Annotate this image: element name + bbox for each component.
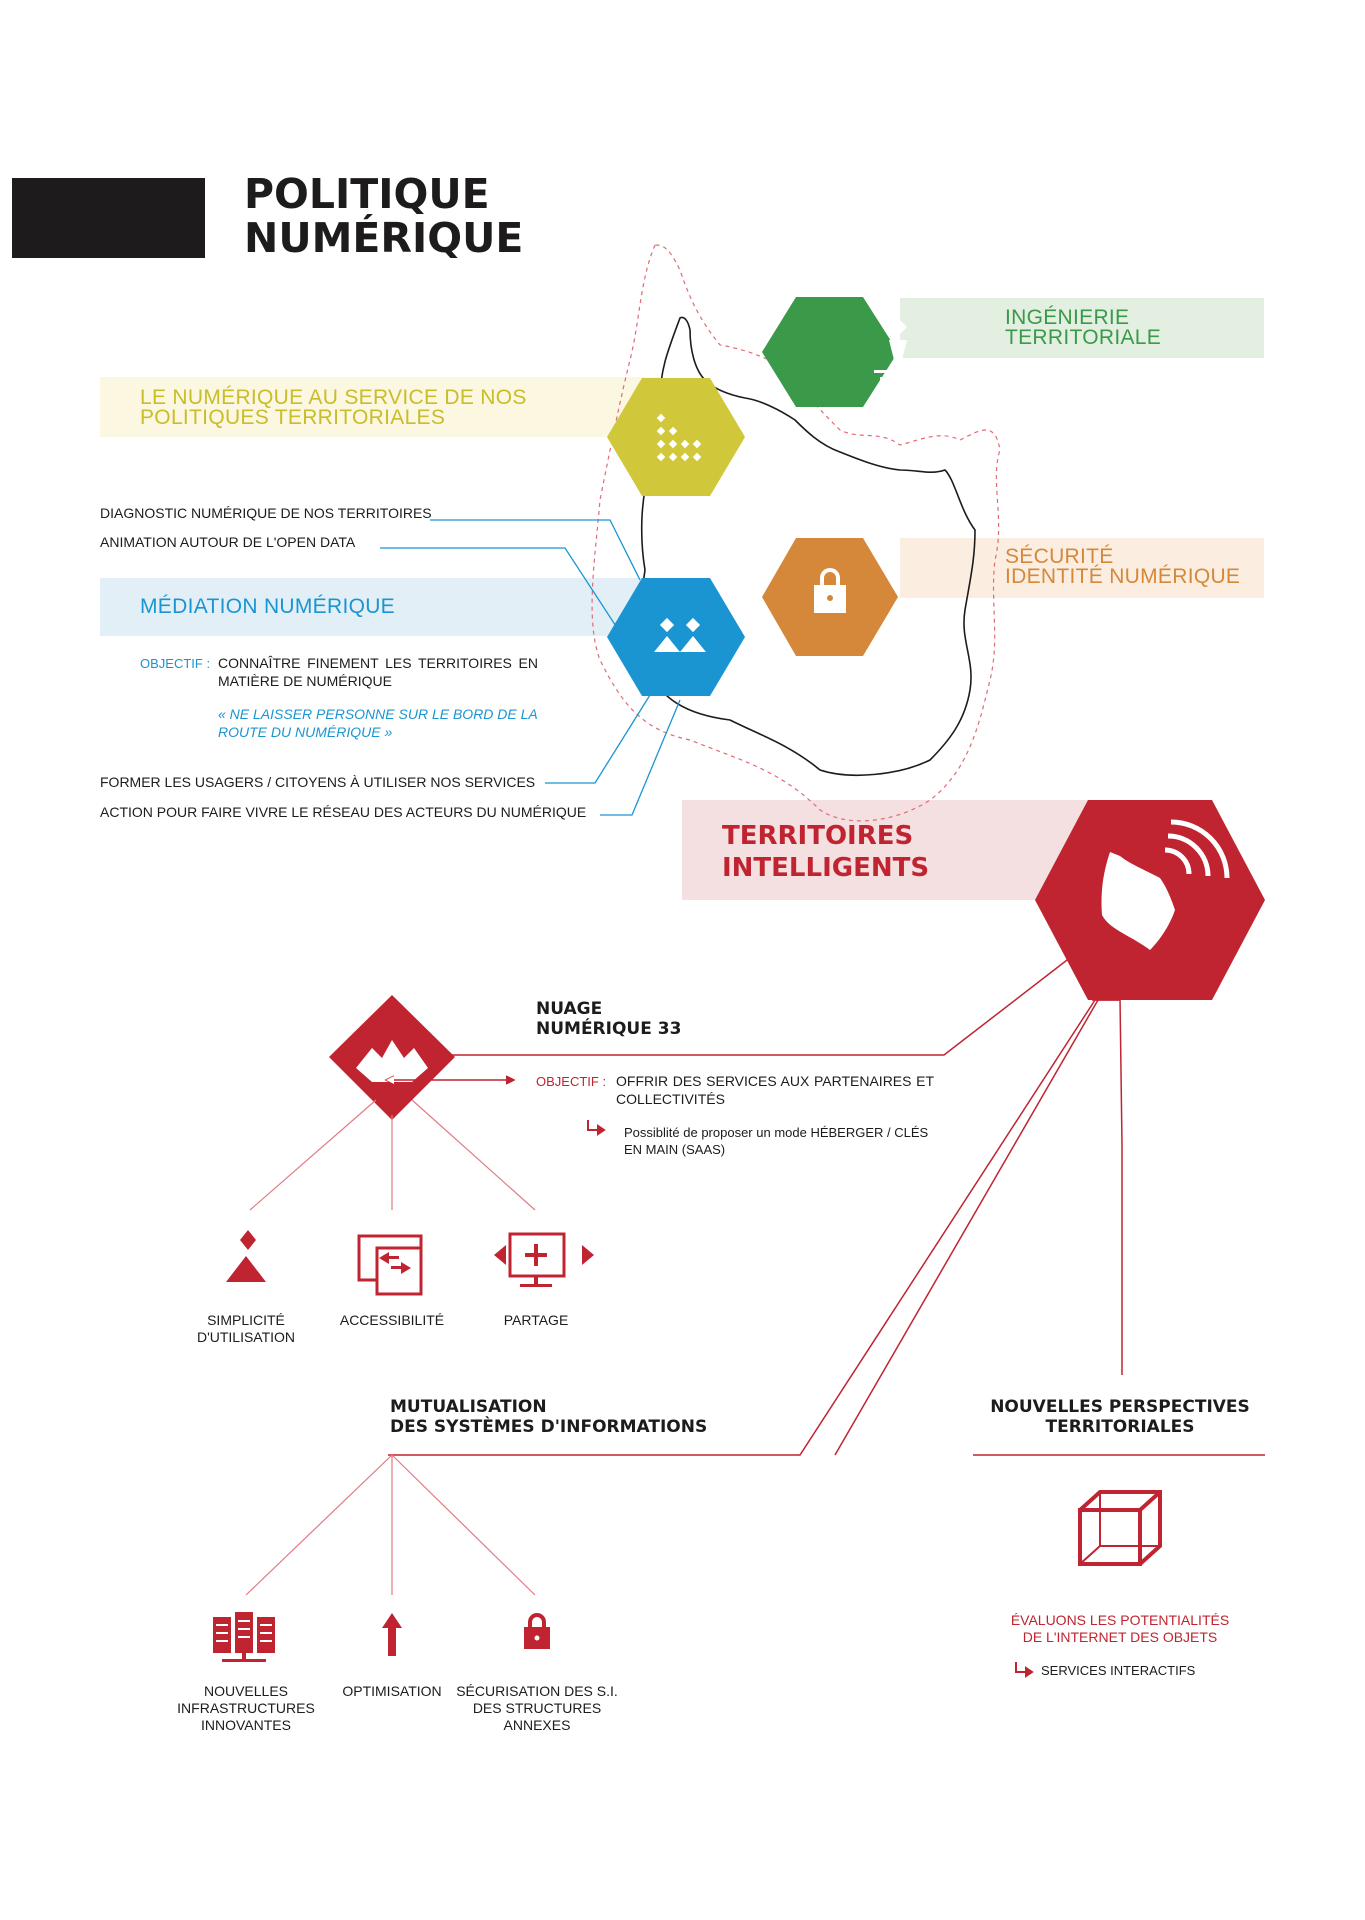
politiques-hexagon — [607, 378, 745, 496]
mutualisation-title-line1: MUTUALISATION — [390, 1397, 547, 1417]
territoires-line1: TERRITOIRES — [722, 821, 914, 851]
nuage-objectif-line2: COLLECTIVITÉS — [616, 1091, 725, 1107]
perspectives-title — [975, 1397, 1265, 1437]
nuage-objectif-label: OBJECTIF : — [536, 1074, 607, 1089]
nuage-note-line1: Possiblité de proposer un mode HÉBERGER / CLÉS — [624, 1125, 929, 1140]
nuage-title — [536, 999, 681, 1039]
nuage-objectif-text — [616, 1072, 934, 1108]
perspectives-text-line2: DE L'INTERNET DES OBJETS — [1022, 1629, 1218, 1645]
feature-infrastructures-line3: INNOVANTES — [201, 1717, 291, 1733]
territoires-line2: INTELLIGENTS — [722, 853, 930, 883]
mutualisation-lines — [246, 1455, 535, 1595]
feature-simplicite-line2: D'UTILISATION — [196, 1329, 296, 1345]
feature-simplicite — [176, 1312, 316, 1346]
ingenierie-line1: INGÉNIERIE — [1005, 306, 1130, 329]
mediation-item-2: ANIMATION AUTOUR DE L'OPEN DATA — [100, 534, 356, 550]
feature-securisation-line2: DES STRUCTURES — [472, 1700, 602, 1716]
mediation-objectif-line1: CONNAÎTRE FINEMENT LES TERRITOIRES EN — [218, 655, 538, 671]
ingenierie-line2: TERRITORIALE — [1005, 326, 1162, 349]
securite-label — [1005, 547, 1240, 587]
red-connectors — [388, 950, 1265, 1455]
nuage-title-line1: NUAGE — [536, 999, 603, 1019]
perspectives-title-line2: TERRITORIALES — [1045, 1417, 1195, 1437]
politiques-label — [140, 388, 527, 428]
feature-optimisation-line1: OPTIMISATION — [342, 1683, 442, 1699]
feature-simplicite-line1: SIMPLICITÉ — [207, 1312, 285, 1328]
mediation-quote-line1: « NE LAISSER PERSONNE SUR LE BORD DE LA — [218, 706, 538, 722]
perspectives-text-line1: ÉVALUONS LES POTENTIALITÉS — [1010, 1612, 1230, 1628]
nuage-objectif-line1: OFFRIR DES SERVICES AUX PARTENAIRES ET — [616, 1073, 934, 1089]
ingenierie-hexagon — [762, 297, 898, 407]
person-diamond-icon — [226, 1230, 266, 1282]
nuage-note — [624, 1124, 928, 1158]
feature-securisation — [447, 1683, 627, 1734]
feature-partage-line1: PARTAGE — [503, 1312, 569, 1328]
monitor-plus-icon — [494, 1234, 594, 1287]
mediation-item-4: ACTION POUR FAIRE VIVRE LE RÉSEAU DES ACTEURS DU NUMÉRIQUE — [100, 804, 587, 820]
territoires-title — [722, 820, 929, 884]
feature-infrastructures-line2: INFRASTRUCTURES — [177, 1700, 315, 1716]
page-title-line2: NUMÉRIQUE — [244, 214, 524, 262]
padlock-icon-red — [524, 1613, 550, 1649]
ingenierie-label — [1005, 308, 1161, 348]
window-arrows-icon — [359, 1236, 421, 1294]
nuage-feature-lines — [250, 1100, 535, 1210]
mutualisation-title — [390, 1397, 707, 1437]
mediation-objectif-text — [218, 654, 538, 690]
nuage-title-line2: NUMÉRIQUE 33 — [536, 1019, 682, 1039]
feature-accessibilite — [322, 1312, 462, 1329]
feature-accessibilite-line1: ACCESSIBILITÉ — [339, 1312, 445, 1328]
hex-down-lines — [835, 1000, 1120, 1455]
securite-line1: SÉCURITÉ — [1005, 545, 1114, 568]
nuage-note-line2: EN MAIN (SAAS) — [624, 1142, 726, 1157]
mutualisation-title-line2: DES SYSTÈMES D'INFORMATIONS — [390, 1417, 708, 1437]
perspectives-title-line1: NOUVELLES PERSPECTIVES — [990, 1397, 1250, 1417]
perspectives-text — [975, 1612, 1265, 1646]
arrow-up-icon — [382, 1613, 402, 1656]
feature-securisation-line3: ANNEXES — [503, 1717, 571, 1733]
feature-partage — [466, 1312, 606, 1329]
feature-optimisation — [322, 1683, 462, 1700]
perspectives-note: SERVICES INTERACTIFS — [1041, 1663, 1196, 1678]
return-arrow-icon-1 — [588, 1120, 604, 1134]
securite-line2: IDENTITÉ NUMÉRIQUE — [1005, 565, 1241, 588]
politiques-line1: LE NUMÉRIQUE AU SERVICE DE NOS — [140, 386, 527, 409]
mediation-item-1: DIAGNOSTIC NUMÉRIQUE DE NOS TERRITOIRES — [100, 505, 432, 521]
mediation-hexagon — [607, 578, 745, 696]
return-arrow-icon-2 — [1016, 1662, 1032, 1676]
feature-infrastructures — [166, 1683, 326, 1734]
mediation-quote-line2: ROUTE DU NUMÉRIQUE » — [218, 724, 393, 740]
page-title-line1: POLITIQUE — [244, 170, 490, 218]
feature-infrastructures-line1: NOUVELLES — [203, 1683, 289, 1699]
cube-icon — [1080, 1492, 1160, 1564]
mediation-item-3: FORMER LES USAGERS / CITOYENS À UTILISER NOS SERVICES — [100, 774, 536, 790]
feature-securisation-line1: SÉCURISATION DES S.I. — [456, 1683, 618, 1699]
politiques-line2: POLITIQUES TERRITORIALES — [140, 406, 446, 429]
mediation-objectif-line2: MATIÈRE DE NUMÉRIQUE — [218, 673, 392, 689]
mediation-quote — [218, 705, 538, 741]
mediation-label — [140, 597, 395, 617]
mediation-line1: MÉDIATION NUMÉRIQUE — [140, 595, 395, 618]
mediation-objectif-label: OBJECTIF : — [140, 656, 211, 671]
